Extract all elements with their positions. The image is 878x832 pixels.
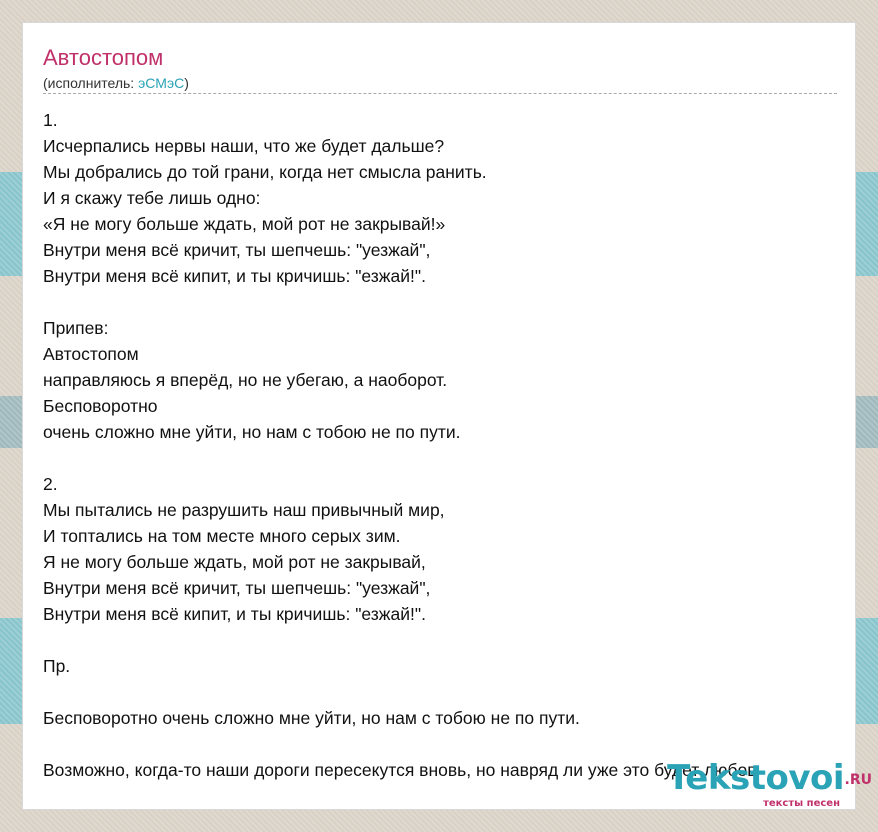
lyrics-text (43, 107, 856, 783)
lyric-line: Мы добрались до той грани, когда нет смысла ранить. (43, 162, 487, 182)
lyric-line: направляюсь я вперёд, но не убегаю, а наоборот. (43, 370, 448, 390)
artist-prefix: (исполнитель: (43, 75, 139, 91)
logo-tagline: тексты песен (763, 798, 840, 809)
artist-suffix: ) (184, 75, 189, 91)
song-title: Автостопом (43, 45, 164, 70)
lyric-line: И топтались на том месте много серых зим. (43, 526, 401, 546)
lyric-line: Я не могу больше ждать, мой рот не закрывай, (43, 552, 426, 572)
logo-domain: .RU (844, 772, 872, 788)
lyric-line: Внутри меня всё кипит, и ты кричишь: "езжай!". (43, 266, 426, 286)
site-logo[interactable] (638, 758, 878, 810)
lyric-line: 2. (43, 474, 58, 494)
lyric-line: Автостопом (43, 344, 139, 364)
lyric-line: И я скажу тебе лишь одно: (43, 188, 261, 208)
lyric-line: Возможно, когда-то наши дороги пересекутся вновь, но навряд ли уже это будет любов (43, 760, 757, 780)
lyric-line (43, 731, 856, 757)
lyric-line: очень сложно мне уйти, но нам с тобою не по пути. (43, 422, 461, 442)
lyric-line: Припев: (43, 318, 109, 338)
lyric-line (43, 289, 856, 315)
lyric-line (43, 627, 856, 653)
lyric-line: Внутри меня всё кричит, ты шепчешь: "уезжай", (43, 240, 431, 260)
title-divider (43, 93, 837, 94)
lyric-line: «Я не могу больше ждать, мой рот не закрывай!» (43, 214, 446, 234)
lyric-line: Пр. (43, 656, 71, 676)
artist-line (43, 75, 189, 91)
lyric-line: Исчерпались нервы наши, что же будет дальше? (43, 136, 445, 156)
lyrics-card (22, 22, 856, 810)
lyric-line: Внутри меня всё кипит, и ты кричишь: "езжай!". (43, 604, 426, 624)
lyric-line (43, 679, 856, 705)
lyric-line: Мы пытались не разрушить наш привычный мир, (43, 500, 445, 520)
logo-wordmark: Tekstovoi (667, 758, 844, 798)
lyric-line: Бесповоротно очень сложно мне уйти, но нам с тобою не по пути. (43, 708, 580, 728)
artist-link[interactable]: эСМэС (138, 75, 185, 91)
lyric-line: Внутри меня всё кричит, ты шепчешь: "уезжай", (43, 578, 431, 598)
lyric-line: Бесповоротно (43, 396, 158, 416)
lyric-line (43, 445, 856, 471)
lyric-line: 1. (43, 110, 58, 130)
